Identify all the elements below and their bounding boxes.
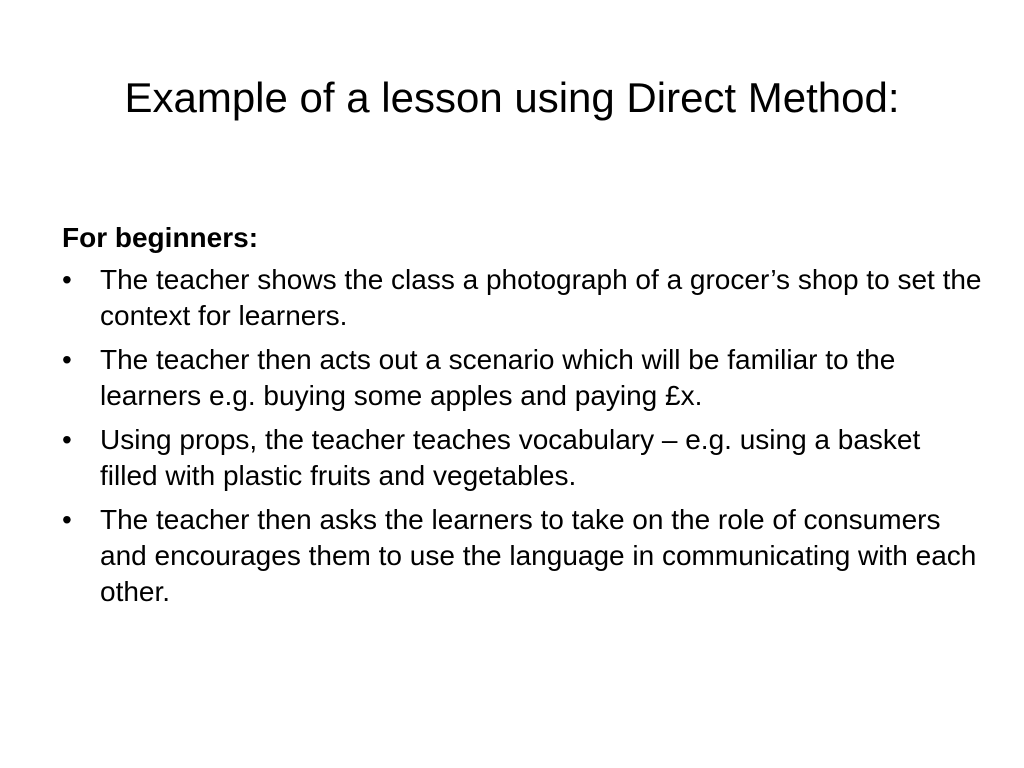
bullet-text: Using props, the teacher teaches vocabulary – e.g. using a basket filled with plastic fruits and vegetables. bbox=[100, 424, 921, 491]
bullet-text: The teacher shows the class a photograph of a grocer’s shop to set the context for learners. bbox=[100, 264, 982, 331]
bullet-icon: • bbox=[62, 264, 72, 295]
subheading: For beginners: bbox=[62, 222, 259, 253]
bullet-item bbox=[62, 502, 982, 610]
bullet-icon: • bbox=[62, 504, 72, 535]
slide-title: Example of a lesson using Direct Method: bbox=[124, 74, 900, 121]
slide-body bbox=[62, 218, 982, 618]
bullet-item bbox=[62, 342, 982, 414]
bullet-item bbox=[62, 422, 982, 494]
bullet-list bbox=[62, 262, 982, 610]
bullet-icon: • bbox=[62, 344, 72, 375]
bullet-text: The teacher then acts out a scenario which will be familiar to the learners e.g. buying some apples and paying £x. bbox=[100, 344, 896, 411]
bullet-text: The teacher then asks the learners to take on the role of consumers and encourages them to use the language in communicating with each other. bbox=[100, 504, 977, 607]
bullet-icon: • bbox=[62, 424, 72, 455]
bullet-item bbox=[62, 262, 982, 334]
